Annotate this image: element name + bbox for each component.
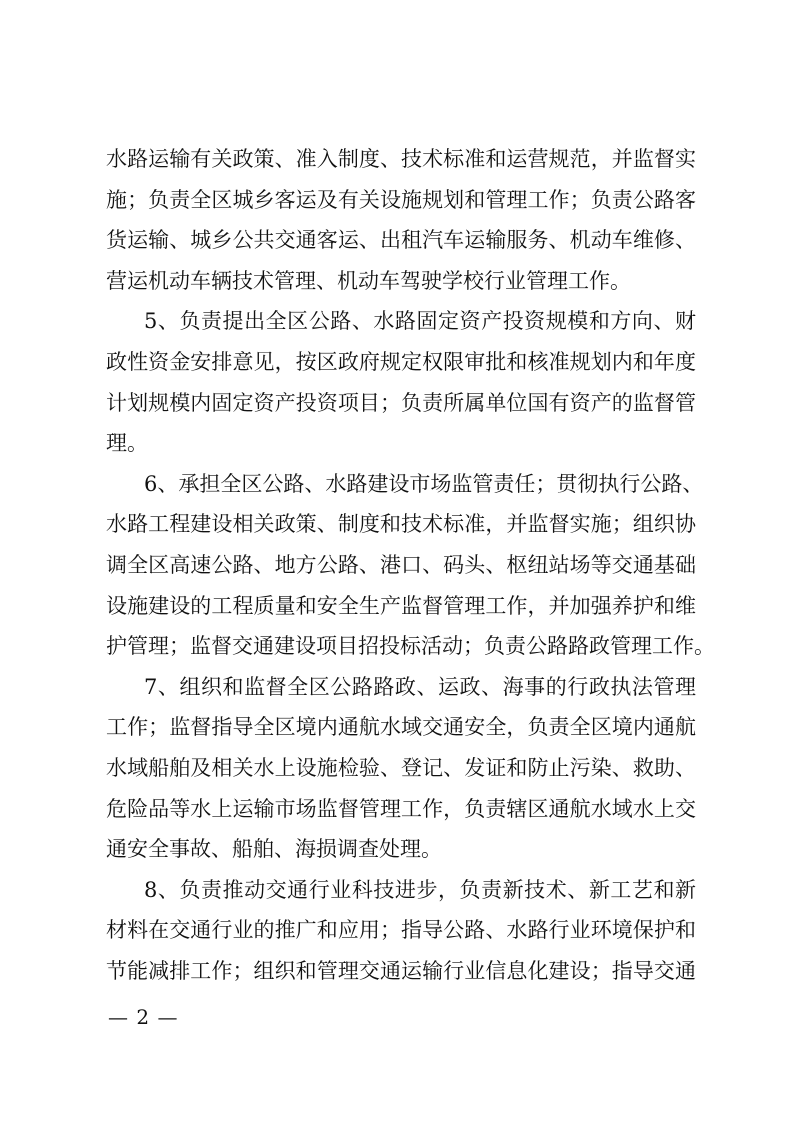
text-line: 理。: [106, 431, 148, 456]
text-line: 水路运输有关政策、准入制度、技术标准和运营规范，并监督实: [106, 147, 696, 171]
text-line: 水域船舶及相关水上设施检验、登记、发证和防止污染、救助、: [106, 755, 696, 780]
page-number: — 2 —: [108, 1005, 179, 1029]
text-line: 设施建设的工程质量和安全生产监督管理工作，并加强养护和维: [106, 593, 696, 618]
text-line: 材料在交通行业的推广和应用；指导公路、水路行业环境保护和: [106, 918, 696, 943]
paragraph-6-first-line: 6、承担全区公路、水路建设市场监管责任；贯彻执行公路、: [144, 471, 704, 496]
text-line: 计划规模内固定资产投资项目；负责所属单位国有资产的监督管: [106, 390, 696, 415]
paragraph-8-first-line: 8、负责推动交通行业科技进步，负责新技术、新工艺和新: [144, 877, 696, 902]
text-line: 施；负责全区城乡客运及有关设施规划和管理工作；负责公路客: [106, 187, 696, 212]
text-line: 调全区高速公路、地方公路、港口、码头、枢纽站场等交通基础: [106, 552, 696, 577]
text-line: 工作；监督指导全区境内通航水域交通安全，负责全区境内通航: [106, 715, 696, 740]
text-line: 营运机动车辆技术管理、机动车驾驶学校行业管理工作。: [106, 268, 631, 293]
text-line: 水路工程建设相关政策、制度和技术标准，并监督实施；组织协: [106, 512, 696, 537]
paragraph-7-first-line: 7、组织和监督全区公路路政、运政、海事的行政执法管理: [144, 674, 696, 699]
text-line: 通安全事故、船舶、海损调查处理。: [106, 837, 442, 862]
paragraph-5-first-line: 5、负责提出全区公路、水路固定资产投资规模和方向、财: [144, 309, 696, 334]
text-line: 政性资金安排意见，按区政府规定权限审批和核准规划内和年度: [106, 349, 696, 374]
text-line: 节能减排工作；组织和管理交通运输行业信息化建设；指导交通: [106, 958, 696, 983]
text-line: 护管理；监督交通建设项目招投标活动；负责公路路政管理工作。: [106, 634, 715, 659]
body-text: [106, 144, 715, 996]
text-line: 货运输、城乡公共交通客运、出租汽车运输服务、机动车维修、: [106, 228, 696, 253]
text-line: 危险品等水上运输市场监督管理工作，负责辖区通航水域水上交: [106, 796, 696, 821]
